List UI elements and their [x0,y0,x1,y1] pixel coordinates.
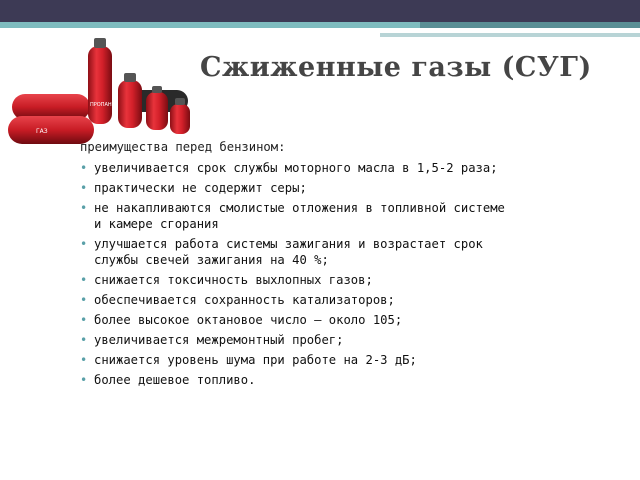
list-item [80,180,620,196]
list-item [80,292,620,308]
bullet-icon: • [80,273,88,287]
advantages-list [80,160,620,392]
svg-text:ГАЗ: ГАЗ [36,128,48,135]
list-item-text: не накапливаются смолистые отложения в топливной системе [94,201,505,215]
header-band [0,0,640,22]
list-item-text-continued: и камере сгорания [94,217,219,231]
list-item-text: более дешевое топливо. [94,373,256,387]
list-item [80,200,620,232]
list-item-text-continued: службы свечей зажигания на 40 %; [94,253,329,267]
bullet-icon: • [80,293,88,307]
list-item-text: снижается уровень шума при работе на 2-3 дБ; [94,353,417,367]
bullet-icon: • [80,353,88,367]
list-item [80,272,620,288]
header-accent-band-dark [420,22,640,28]
list-item [80,312,620,328]
gas-cylinders-picture [6,36,202,148]
bullet-icon: • [80,313,88,327]
bullet-icon: • [80,201,88,215]
bullet-icon: • [80,237,88,251]
list-item [80,352,620,368]
bullet-icon: • [80,333,88,347]
bullet-icon: • [80,161,88,175]
header-accent-band [0,22,420,28]
bullet-icon: • [80,373,88,387]
list-item-text: снижается токсичность выхлопных газов; [94,273,373,287]
header-thin-band [380,33,640,37]
list-item [80,160,620,176]
bullet-icon: • [80,181,88,195]
list-item [80,332,620,348]
list-item [80,236,620,268]
list-item-text: увеличивается межремонтный пробег; [94,333,344,347]
list-item-text: обеспечивается сохранность катализаторов; [94,293,395,307]
cylinder-label: ПРОПАН [90,102,112,108]
list-item-text: увеличивается срок службы моторного масла в 1,5-2 раза; [94,161,498,175]
list-item-text: практически не содержит серы; [94,181,307,195]
list-item-text: улучшается работа системы зажигания и возрастает срок [94,237,483,251]
intro-text: преимущества перед бензином: [80,140,286,154]
list-item [80,372,620,388]
list-item-text: более высокое октановое число – около 105; [94,313,403,327]
page-title: Сжиженные газы (СУГ) [200,52,592,83]
